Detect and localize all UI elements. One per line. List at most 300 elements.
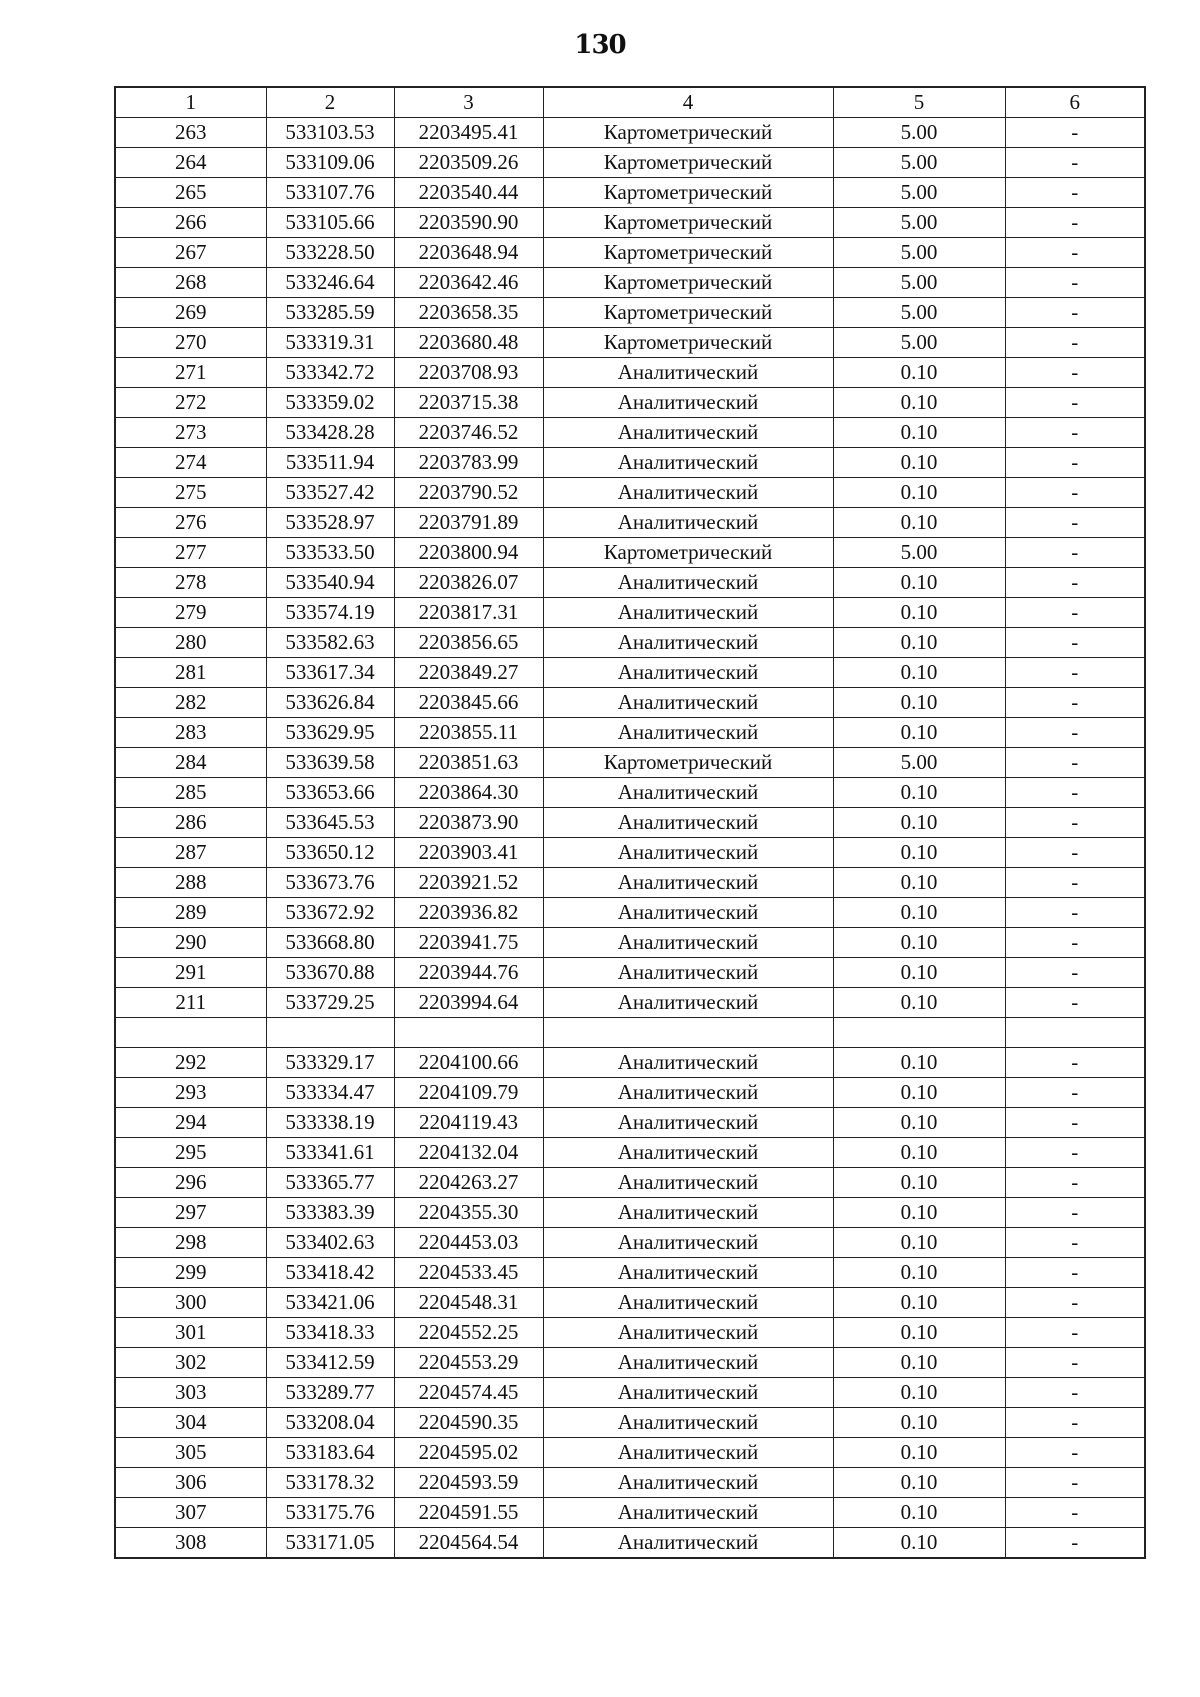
- method-cell: Картометрический: [543, 238, 833, 268]
- note-cell: -: [1005, 208, 1145, 238]
- accuracy-cell: 0.10: [833, 1078, 1005, 1108]
- y-coordinate-cell: 2204590.35: [394, 1408, 543, 1438]
- column-header: 6: [1005, 87, 1145, 118]
- table-row: [115, 1528, 1145, 1559]
- y-coordinate-cell: 2203540.44: [394, 178, 543, 208]
- point-number-cell: 263: [115, 118, 266, 148]
- point-number-cell: 278: [115, 568, 266, 598]
- table-row: [115, 838, 1145, 868]
- method-cell: Аналитический: [543, 1138, 833, 1168]
- y-coordinate-cell: [394, 1018, 543, 1048]
- method-cell: Аналитический: [543, 1378, 833, 1408]
- note-cell: -: [1005, 628, 1145, 658]
- table-row: [115, 478, 1145, 508]
- point-number-cell: 288: [115, 868, 266, 898]
- accuracy-cell: 0.10: [833, 1318, 1005, 1348]
- accuracy-cell: 0.10: [833, 688, 1005, 718]
- method-cell: Картометрический: [543, 268, 833, 298]
- x-coordinate-cell: 533178.32: [266, 1468, 394, 1498]
- point-number-cell: 274: [115, 448, 266, 478]
- accuracy-cell: 5.00: [833, 748, 1005, 778]
- accuracy-cell: 0.10: [833, 1258, 1005, 1288]
- table-row: [115, 568, 1145, 598]
- point-number-cell: [115, 1018, 266, 1048]
- point-number-cell: 279: [115, 598, 266, 628]
- table-row: [115, 1138, 1145, 1168]
- accuracy-cell: 0.10: [833, 718, 1005, 748]
- accuracy-cell: 0.10: [833, 1288, 1005, 1318]
- point-number-cell: 285: [115, 778, 266, 808]
- column-header: 3: [394, 87, 543, 118]
- method-cell: Аналитический: [543, 1198, 833, 1228]
- note-cell: -: [1005, 598, 1145, 628]
- x-coordinate-cell: 533171.05: [266, 1528, 394, 1559]
- point-number-cell: 272: [115, 388, 266, 418]
- x-coordinate-cell: 533428.28: [266, 418, 394, 448]
- point-number-cell: 289: [115, 898, 266, 928]
- y-coordinate-cell: 2204574.45: [394, 1378, 543, 1408]
- column-header: 1: [115, 87, 266, 118]
- accuracy-cell: 5.00: [833, 298, 1005, 328]
- point-number-cell: 292: [115, 1048, 266, 1078]
- accuracy-cell: 5.00: [833, 538, 1005, 568]
- y-coordinate-cell: 2204132.04: [394, 1138, 543, 1168]
- y-coordinate-cell: 2203855.11: [394, 718, 543, 748]
- method-cell: Аналитический: [543, 1078, 833, 1108]
- accuracy-cell: 0.10: [833, 658, 1005, 688]
- table-row: [115, 598, 1145, 628]
- accuracy-cell: 5.00: [833, 268, 1005, 298]
- table-row: [115, 1108, 1145, 1138]
- table-row: [115, 208, 1145, 238]
- table-row: [115, 388, 1145, 418]
- table-body: [115, 118, 1145, 1559]
- point-number-cell: 300: [115, 1288, 266, 1318]
- y-coordinate-cell: 2204548.31: [394, 1288, 543, 1318]
- y-coordinate-cell: 2203845.66: [394, 688, 543, 718]
- method-cell: Аналитический: [543, 1318, 833, 1348]
- y-coordinate-cell: 2204263.27: [394, 1168, 543, 1198]
- note-cell: -: [1005, 268, 1145, 298]
- x-coordinate-cell: 533582.63: [266, 628, 394, 658]
- point-number-cell: 295: [115, 1138, 266, 1168]
- y-coordinate-cell: 2203680.48: [394, 328, 543, 358]
- point-number-cell: 293: [115, 1078, 266, 1108]
- note-cell: -: [1005, 538, 1145, 568]
- y-coordinate-cell: 2203864.30: [394, 778, 543, 808]
- y-coordinate-cell: 2204109.79: [394, 1078, 543, 1108]
- y-coordinate-cell: 2203851.63: [394, 748, 543, 778]
- note-cell: -: [1005, 1078, 1145, 1108]
- table-row: [115, 628, 1145, 658]
- note-cell: -: [1005, 1348, 1145, 1378]
- note-cell: -: [1005, 178, 1145, 208]
- table-header-row: [115, 87, 1145, 118]
- table-row: [115, 1468, 1145, 1498]
- method-cell: Картометрический: [543, 298, 833, 328]
- method-cell: Аналитический: [543, 718, 833, 748]
- point-number-cell: 211: [115, 988, 266, 1018]
- method-cell: Аналитический: [543, 1168, 833, 1198]
- y-coordinate-cell: 2204595.02: [394, 1438, 543, 1468]
- table-row: [115, 928, 1145, 958]
- x-coordinate-cell: 533109.06: [266, 148, 394, 178]
- method-cell: Аналитический: [543, 598, 833, 628]
- y-coordinate-cell: 2203903.41: [394, 838, 543, 868]
- y-coordinate-cell: 2203873.90: [394, 808, 543, 838]
- note-cell: -: [1005, 688, 1145, 718]
- method-cell: Картометрический: [543, 538, 833, 568]
- note-cell: -: [1005, 988, 1145, 1018]
- point-number-cell: 290: [115, 928, 266, 958]
- method-cell: Аналитический: [543, 1438, 833, 1468]
- y-coordinate-cell: 2203715.38: [394, 388, 543, 418]
- accuracy-cell: 5.00: [833, 118, 1005, 148]
- accuracy-cell: 0.10: [833, 1108, 1005, 1138]
- method-cell: Аналитический: [543, 1108, 833, 1138]
- point-number-cell: 284: [115, 748, 266, 778]
- accuracy-cell: 5.00: [833, 148, 1005, 178]
- accuracy-cell: 0.10: [833, 448, 1005, 478]
- x-coordinate-cell: 533103.53: [266, 118, 394, 148]
- x-coordinate-cell: 533418.42: [266, 1258, 394, 1288]
- y-coordinate-cell: 2204591.55: [394, 1498, 543, 1528]
- x-coordinate-cell: 533338.19: [266, 1108, 394, 1138]
- y-coordinate-cell: 2204453.03: [394, 1228, 543, 1258]
- accuracy-cell: 0.10: [833, 1348, 1005, 1378]
- x-coordinate-cell: 533418.33: [266, 1318, 394, 1348]
- point-number-cell: 303: [115, 1378, 266, 1408]
- point-number-cell: 269: [115, 298, 266, 328]
- accuracy-cell: 0.10: [833, 778, 1005, 808]
- point-number-cell: 264: [115, 148, 266, 178]
- table-row: [115, 1168, 1145, 1198]
- note-cell: -: [1005, 1498, 1145, 1528]
- y-coordinate-cell: 2204564.54: [394, 1528, 543, 1559]
- point-number-cell: 308: [115, 1528, 266, 1559]
- note-cell: -: [1005, 1378, 1145, 1408]
- method-cell: Картометрический: [543, 748, 833, 778]
- method-cell: Аналитический: [543, 448, 833, 478]
- x-coordinate-cell: 533528.97: [266, 508, 394, 538]
- accuracy-cell: 0.10: [833, 1048, 1005, 1078]
- point-number-cell: 273: [115, 418, 266, 448]
- y-coordinate-cell: 2204355.30: [394, 1198, 543, 1228]
- y-coordinate-cell: 2203921.52: [394, 868, 543, 898]
- point-number-cell: 270: [115, 328, 266, 358]
- y-coordinate-cell: 2203790.52: [394, 478, 543, 508]
- table-row: [115, 508, 1145, 538]
- point-number-cell: 298: [115, 1228, 266, 1258]
- table-row: [115, 1048, 1145, 1078]
- note-cell: -: [1005, 1408, 1145, 1438]
- accuracy-cell: 5.00: [833, 238, 1005, 268]
- note-cell: -: [1005, 808, 1145, 838]
- point-number-cell: 306: [115, 1468, 266, 1498]
- method-cell: Аналитический: [543, 358, 833, 388]
- method-cell: Аналитический: [543, 388, 833, 418]
- point-number-cell: 281: [115, 658, 266, 688]
- method-cell: Аналитический: [543, 1468, 833, 1498]
- note-cell: -: [1005, 568, 1145, 598]
- note-cell: -: [1005, 1108, 1145, 1138]
- x-coordinate-cell: 533574.19: [266, 598, 394, 628]
- accuracy-cell: 0.10: [833, 1468, 1005, 1498]
- x-coordinate-cell: 533639.58: [266, 748, 394, 778]
- accuracy-cell: 0.10: [833, 1498, 1005, 1528]
- note-cell: -: [1005, 1168, 1145, 1198]
- y-coordinate-cell: 2203708.93: [394, 358, 543, 388]
- table-row: [115, 1228, 1145, 1258]
- point-number-cell: 268: [115, 268, 266, 298]
- accuracy-cell: 0.10: [833, 478, 1005, 508]
- table-row: [115, 358, 1145, 388]
- accuracy-cell: 0.10: [833, 628, 1005, 658]
- accuracy-cell: 0.10: [833, 1168, 1005, 1198]
- accuracy-cell: 0.10: [833, 988, 1005, 1018]
- table-row: [115, 778, 1145, 808]
- y-coordinate-cell: 2203642.46: [394, 268, 543, 298]
- method-cell: Аналитический: [543, 898, 833, 928]
- x-coordinate-cell: 533626.84: [266, 688, 394, 718]
- accuracy-cell: 0.10: [833, 898, 1005, 928]
- method-cell: Аналитический: [543, 418, 833, 448]
- x-coordinate-cell: 533533.50: [266, 538, 394, 568]
- accuracy-cell: 0.10: [833, 1228, 1005, 1258]
- table-row: [115, 1438, 1145, 1468]
- x-coordinate-cell: 533228.50: [266, 238, 394, 268]
- x-coordinate-cell: 533402.63: [266, 1228, 394, 1258]
- point-number-cell: 299: [115, 1258, 266, 1288]
- note-cell: -: [1005, 418, 1145, 448]
- x-coordinate-cell: 533421.06: [266, 1288, 394, 1318]
- method-cell: Аналитический: [543, 928, 833, 958]
- y-coordinate-cell: 2203509.26: [394, 148, 543, 178]
- accuracy-cell: 0.10: [833, 388, 1005, 418]
- x-coordinate-cell: 533668.80: [266, 928, 394, 958]
- note-cell: -: [1005, 658, 1145, 688]
- y-coordinate-cell: 2203944.76: [394, 958, 543, 988]
- point-number-cell: 265: [115, 178, 266, 208]
- note-cell: -: [1005, 298, 1145, 328]
- x-coordinate-cell: 533617.34: [266, 658, 394, 688]
- y-coordinate-cell: 2204100.66: [394, 1048, 543, 1078]
- x-coordinate-cell: 533208.04: [266, 1408, 394, 1438]
- x-coordinate-cell: 533540.94: [266, 568, 394, 598]
- note-cell: -: [1005, 958, 1145, 988]
- accuracy-cell: 0.10: [833, 418, 1005, 448]
- note-cell: -: [1005, 1438, 1145, 1468]
- table-row: [115, 958, 1145, 988]
- accuracy-cell: 5.00: [833, 208, 1005, 238]
- method-cell: Аналитический: [543, 1528, 833, 1559]
- table-row: [115, 538, 1145, 568]
- y-coordinate-cell: 2203658.35: [394, 298, 543, 328]
- note-cell: -: [1005, 1528, 1145, 1559]
- point-number-cell: 275: [115, 478, 266, 508]
- method-cell: Картометрический: [543, 148, 833, 178]
- note-cell: -: [1005, 748, 1145, 778]
- point-number-cell: 283: [115, 718, 266, 748]
- note-cell: -: [1005, 838, 1145, 868]
- x-coordinate-cell: 533329.17: [266, 1048, 394, 1078]
- y-coordinate-cell: 2203856.65: [394, 628, 543, 658]
- table-row: [115, 898, 1145, 928]
- y-coordinate-cell: 2203849.27: [394, 658, 543, 688]
- table-row: [115, 988, 1145, 1018]
- accuracy-cell: 0.10: [833, 1378, 1005, 1408]
- table-row: [115, 1318, 1145, 1348]
- point-number-cell: 297: [115, 1198, 266, 1228]
- method-cell: Аналитический: [543, 988, 833, 1018]
- method-cell: [543, 1018, 833, 1048]
- note-cell: -: [1005, 1048, 1145, 1078]
- x-coordinate-cell: 533341.61: [266, 1138, 394, 1168]
- point-number-cell: 271: [115, 358, 266, 388]
- method-cell: Аналитический: [543, 808, 833, 838]
- note-cell: -: [1005, 118, 1145, 148]
- y-coordinate-cell: 2204533.45: [394, 1258, 543, 1288]
- method-cell: Картометрический: [543, 208, 833, 238]
- point-number-cell: 307: [115, 1498, 266, 1528]
- y-coordinate-cell: 2204119.43: [394, 1108, 543, 1138]
- x-coordinate-cell: 533383.39: [266, 1198, 394, 1228]
- table-row: [115, 658, 1145, 688]
- accuracy-cell: 0.10: [833, 358, 1005, 388]
- page-number: 130: [574, 30, 626, 60]
- accuracy-cell: 0.10: [833, 1138, 1005, 1168]
- method-cell: Аналитический: [543, 778, 833, 808]
- column-header: 5: [833, 87, 1005, 118]
- x-coordinate-cell: 533653.66: [266, 778, 394, 808]
- table-row: [115, 238, 1145, 268]
- method-cell: Аналитический: [543, 838, 833, 868]
- column-header: 4: [543, 87, 833, 118]
- accuracy-cell: 0.10: [833, 598, 1005, 628]
- point-number-cell: 276: [115, 508, 266, 538]
- column-header: 2: [266, 87, 394, 118]
- x-coordinate-cell: 533183.64: [266, 1438, 394, 1468]
- y-coordinate-cell: 2203826.07: [394, 568, 543, 598]
- note-cell: -: [1005, 358, 1145, 388]
- note-cell: -: [1005, 1138, 1145, 1168]
- table-row: [115, 1258, 1145, 1288]
- table-row: [115, 1018, 1145, 1048]
- table-row: [115, 268, 1145, 298]
- note-cell: -: [1005, 148, 1145, 178]
- y-coordinate-cell: 2203746.52: [394, 418, 543, 448]
- point-number-cell: 277: [115, 538, 266, 568]
- point-number-cell: 266: [115, 208, 266, 238]
- note-cell: -: [1005, 508, 1145, 538]
- table-row: [115, 1348, 1145, 1378]
- table-row: [115, 808, 1145, 838]
- table-row: [115, 1078, 1145, 1108]
- y-coordinate-cell: 2203800.94: [394, 538, 543, 568]
- accuracy-cell: 5.00: [833, 328, 1005, 358]
- point-number-cell: 286: [115, 808, 266, 838]
- note-cell: -: [1005, 1318, 1145, 1348]
- point-number-cell: 296: [115, 1168, 266, 1198]
- coordinates-table: [114, 86, 1146, 1559]
- x-coordinate-cell: 533673.76: [266, 868, 394, 898]
- point-number-cell: 304: [115, 1408, 266, 1438]
- x-coordinate-cell: 533175.76: [266, 1498, 394, 1528]
- x-coordinate-cell: [266, 1018, 394, 1048]
- note-cell: -: [1005, 448, 1145, 478]
- point-number-cell: 282: [115, 688, 266, 718]
- table-row: [115, 688, 1145, 718]
- x-coordinate-cell: 533670.88: [266, 958, 394, 988]
- point-number-cell: 280: [115, 628, 266, 658]
- y-coordinate-cell: 2203783.99: [394, 448, 543, 478]
- accuracy-cell: 0.10: [833, 508, 1005, 538]
- y-coordinate-cell: 2204552.25: [394, 1318, 543, 1348]
- accuracy-cell: 0.10: [833, 568, 1005, 598]
- method-cell: Картометрический: [543, 118, 833, 148]
- y-coordinate-cell: 2203590.90: [394, 208, 543, 238]
- x-coordinate-cell: 533289.77: [266, 1378, 394, 1408]
- accuracy-cell: 0.10: [833, 808, 1005, 838]
- table-row: [115, 328, 1145, 358]
- note-cell: -: [1005, 868, 1145, 898]
- note-cell: -: [1005, 1198, 1145, 1228]
- method-cell: Аналитический: [543, 508, 833, 538]
- method-cell: Аналитический: [543, 1258, 833, 1288]
- point-number-cell: 302: [115, 1348, 266, 1378]
- method-cell: Аналитический: [543, 568, 833, 598]
- note-cell: -: [1005, 388, 1145, 418]
- x-coordinate-cell: 533645.53: [266, 808, 394, 838]
- note-cell: -: [1005, 898, 1145, 928]
- table-row: [115, 1198, 1145, 1228]
- note-cell: -: [1005, 778, 1145, 808]
- method-cell: Картометрический: [543, 178, 833, 208]
- x-coordinate-cell: 533365.77: [266, 1168, 394, 1198]
- table-row: [115, 718, 1145, 748]
- point-number-cell: 291: [115, 958, 266, 988]
- y-coordinate-cell: 2203936.82: [394, 898, 543, 928]
- x-coordinate-cell: 533105.66: [266, 208, 394, 238]
- x-coordinate-cell: 533342.72: [266, 358, 394, 388]
- table-row: [115, 148, 1145, 178]
- point-number-cell: 267: [115, 238, 266, 268]
- x-coordinate-cell: 533319.31: [266, 328, 394, 358]
- accuracy-cell: [833, 1018, 1005, 1048]
- accuracy-cell: 0.10: [833, 868, 1005, 898]
- method-cell: Аналитический: [543, 688, 833, 718]
- method-cell: Аналитический: [543, 1498, 833, 1528]
- y-coordinate-cell: 2204593.59: [394, 1468, 543, 1498]
- x-coordinate-cell: 533412.59: [266, 1348, 394, 1378]
- accuracy-cell: 0.10: [833, 928, 1005, 958]
- table-row: [115, 1408, 1145, 1438]
- y-coordinate-cell: 2204553.29: [394, 1348, 543, 1378]
- note-cell: -: [1005, 1258, 1145, 1288]
- x-coordinate-cell: 533107.76: [266, 178, 394, 208]
- accuracy-cell: 0.10: [833, 838, 1005, 868]
- x-coordinate-cell: 533359.02: [266, 388, 394, 418]
- y-coordinate-cell: 2203994.64: [394, 988, 543, 1018]
- method-cell: Аналитический: [543, 1408, 833, 1438]
- x-coordinate-cell: 533729.25: [266, 988, 394, 1018]
- table-row: [115, 298, 1145, 328]
- table-row: [115, 418, 1145, 448]
- y-coordinate-cell: 2203495.41: [394, 118, 543, 148]
- method-cell: Картометрический: [543, 328, 833, 358]
- table-row: [115, 178, 1145, 208]
- x-coordinate-cell: 533527.42: [266, 478, 394, 508]
